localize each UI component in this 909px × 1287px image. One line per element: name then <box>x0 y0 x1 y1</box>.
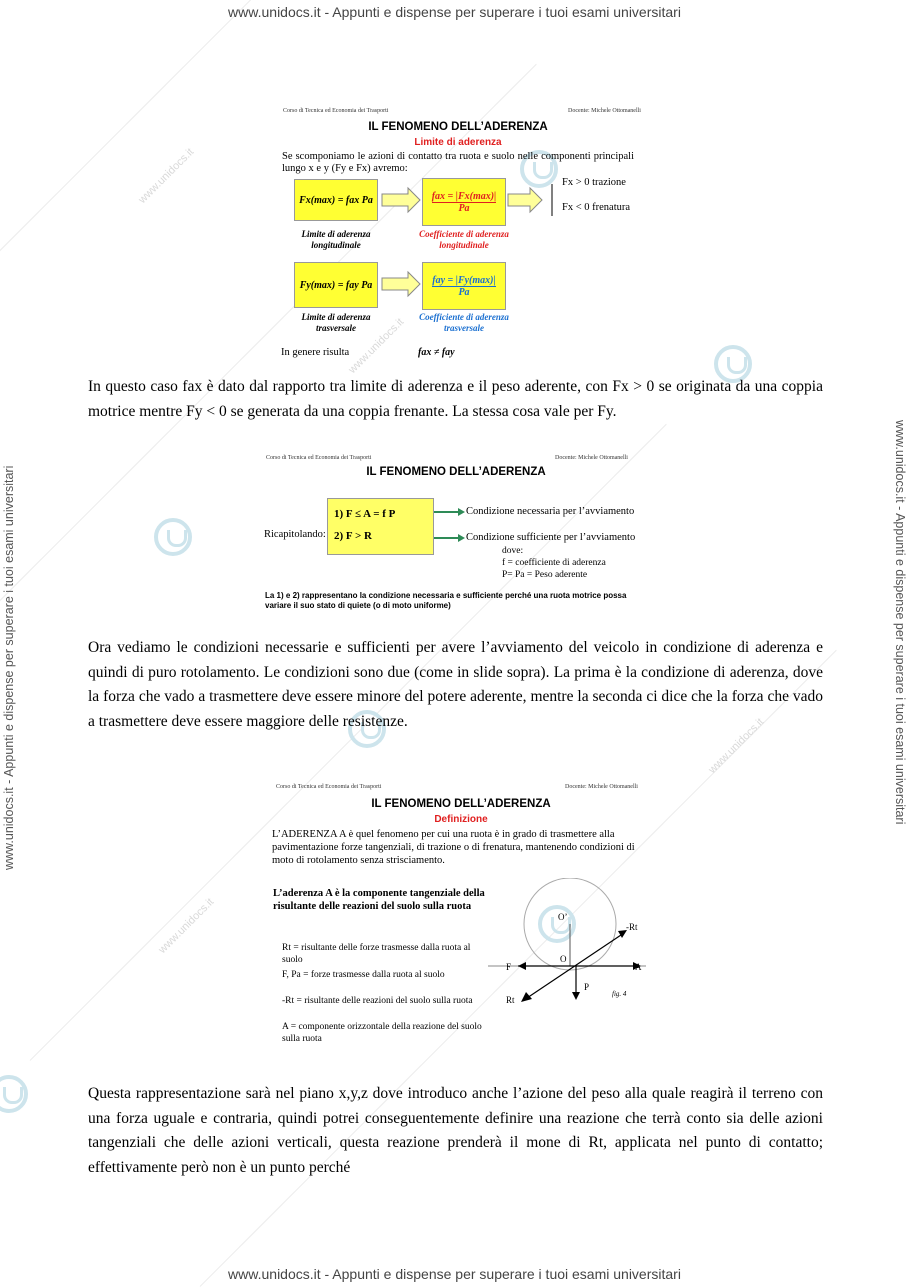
unidocs-logo <box>154 518 192 556</box>
traction-label: Fx > 0 trazione <box>562 177 626 188</box>
conditions-box <box>327 498 434 555</box>
general-label: In genere risulta <box>281 347 350 358</box>
fax-denominator: Pa <box>458 202 470 214</box>
caption-limit-trasv: Limite di aderenza trasversale <box>301 312 371 333</box>
slide-teacher: Docente: Michele Ottomanelli <box>568 108 641 114</box>
slide-course: Corso di Tecnica ed Economia dei Trasporti <box>266 455 372 461</box>
slide-teacher: Docente: Michele Ottomanelli <box>565 784 638 790</box>
label-A: A <box>635 962 642 972</box>
paragraph-2: Ora vediamo le condizioni necessarie e sufficienti per avere l’avviamento del veicolo in condizione di aderenza e quindi di puro rotolamento. Le condizioni sono due (come in slide sopra). La prima è la condizione di aderenza, dove la forza che vado a trasmettere deve essere minore del potere aderente, mentre la seconda ci dice che la forza che vado a trasmettere deve essere maggiore delle resistenze. <box>88 639 823 730</box>
inequality: fax ≠ fay <box>418 347 455 358</box>
f-definition: f = coefficiente di aderenza <box>502 558 606 568</box>
label-F: F <box>506 962 512 972</box>
label-Rt: Rt <box>506 995 515 1005</box>
fay-denominator: Pa <box>458 286 470 298</box>
legend-item: Rt = risultante delle forze trasmesse dalla ruota al suolo <box>282 943 471 965</box>
fax-numerator: fax = |Fx(max)| <box>431 190 497 202</box>
slide-subtitle: Limite di aderenza <box>414 137 502 148</box>
watermark-right: www.unidocs.it - Appunti e dispense per superare i tuoi esami universitari <box>893 420 907 825</box>
label-P: P <box>584 982 590 992</box>
slide-title: IL FENOMENO DELL’ADERENZA <box>371 798 551 810</box>
wheel-force-diagram <box>488 878 648 1018</box>
watermark-diag: www.unidocs.it <box>136 146 197 206</box>
condition-arrows <box>434 505 466 545</box>
watermark-left: www.unidocs.it - Appunti e dispense per superare i tuoi esami universitari <box>2 465 16 870</box>
slide-intro: Se scomponiamo le azioni di contatto tra ruota e suolo nelle componenti principali lungo x e y (Fy e Fx) avremo: <box>282 151 634 174</box>
slide-teacher: Docente: Michele Ottomanelli <box>555 455 628 461</box>
label-O1: O’ <box>558 912 568 922</box>
slide-title: IL FENOMENO DELL’ADERENZA <box>366 466 546 478</box>
condition-2: 2) F > R <box>334 530 372 542</box>
slide-course: Corso di Tecnica ed Economia dei Trasporti <box>276 784 382 790</box>
sufficient-label: Condizione sufficiente per l’avviamento <box>466 532 636 543</box>
caption-limit-long: Limite di aderenza longitudinale <box>301 229 371 250</box>
slide-course: Corso di Tecnica ed Economia dei Trasporti <box>283 108 389 114</box>
fay-numerator: fay = |Fy(max)| <box>432 274 496 286</box>
braking-label: Fx < 0 frenatura <box>562 202 631 213</box>
p-definition: P= Pa = Peso aderente <box>502 570 588 580</box>
legend-item: A = componente orizzontale della reazione del suolo sulla ruota <box>282 1022 482 1044</box>
condition-1: 1) F ≤ A = f P <box>334 508 396 520</box>
slide-title: IL FENOMENO DELL’ADERENZA <box>368 121 548 133</box>
component-text: L’aderenza A è la componente tangenziale della risultante delle reazioni del suolo sulla ruota <box>273 888 485 912</box>
slide-subtitle: Definizione <box>434 814 488 825</box>
legend-item: F, Pa = forze trasmesse dalla ruota al suolo <box>282 970 445 980</box>
slide1-arrows <box>380 180 560 300</box>
legend-item: -Rt = risultante delle reazioni del suolo sulla ruota <box>282 996 473 1006</box>
label-O: O <box>560 954 567 964</box>
dove-label: dove: <box>502 546 524 556</box>
watermark-diag: www.unidocs.it <box>346 316 407 376</box>
watermark-header: www.unidocs.it - Appunti e dispense per superare i tuoi esami universitari <box>228 4 681 20</box>
watermark-diag: www.unidocs.it <box>706 716 767 776</box>
paragraph-1: In questo caso fax è dato dal rapporto tra limite di aderenza e il peso aderente, con Fx > 0 se originata da una coppia motrice mentre Fy < 0 se generata da una coppia frenante. La stessa cosa vale per Fy. <box>88 378 823 420</box>
box-fy-max: Fy(max) = fay Pa <box>294 262 378 308</box>
paragraph-3: Questa rappresentazione sarà nel piano x,y,z dove introduco anche l’azione del peso alla quale reagirà il terreno con una forza uguale e contraria, quindi potrei conseguentemente definire una reazione che terrà conto sia delle azioni tangenziali che delle azioni verticali, questa reazione prenderà il mone di Rt, applicata nel punto di contatto; effettivamente però non è un punto perché <box>88 1085 823 1176</box>
box-fx-max: Fx(max) = fax Pa <box>294 179 378 221</box>
label-minus-Rt: -Rt <box>626 922 638 932</box>
caption-coef-trasv: Coefficiente di aderenza trasversale <box>419 312 509 333</box>
slide2-note: La 1) e 2) rappresentano la condizione necessaria e sufficiente perché una ruota motrice possa variare il suo stato di quiete (o di moto uniforme) <box>265 591 627 610</box>
definition-text: L’ADERENZA A è quel fenomeno per cui una ruota è in grado di trasmettere alla pavimentazione forze tangenziali, di trazione o di frenatura, mantenendo condizioni di moto di rotolamento senza strisciamento. <box>272 829 635 866</box>
unidocs-logo <box>0 1075 28 1113</box>
caption-coef-long: Coefficiente di aderenza longitudinale <box>419 229 509 250</box>
necessary-label: Condizione necessaria per l’avviamento <box>466 506 635 517</box>
figure-label: fig. 4 <box>612 990 627 998</box>
watermark-footer: www.unidocs.it - Appunti e dispense per superare i tuoi esami universitari <box>228 1266 681 1282</box>
recap-label: Ricapitolando: <box>264 529 326 540</box>
watermark-diag: www.unidocs.it <box>156 896 217 956</box>
